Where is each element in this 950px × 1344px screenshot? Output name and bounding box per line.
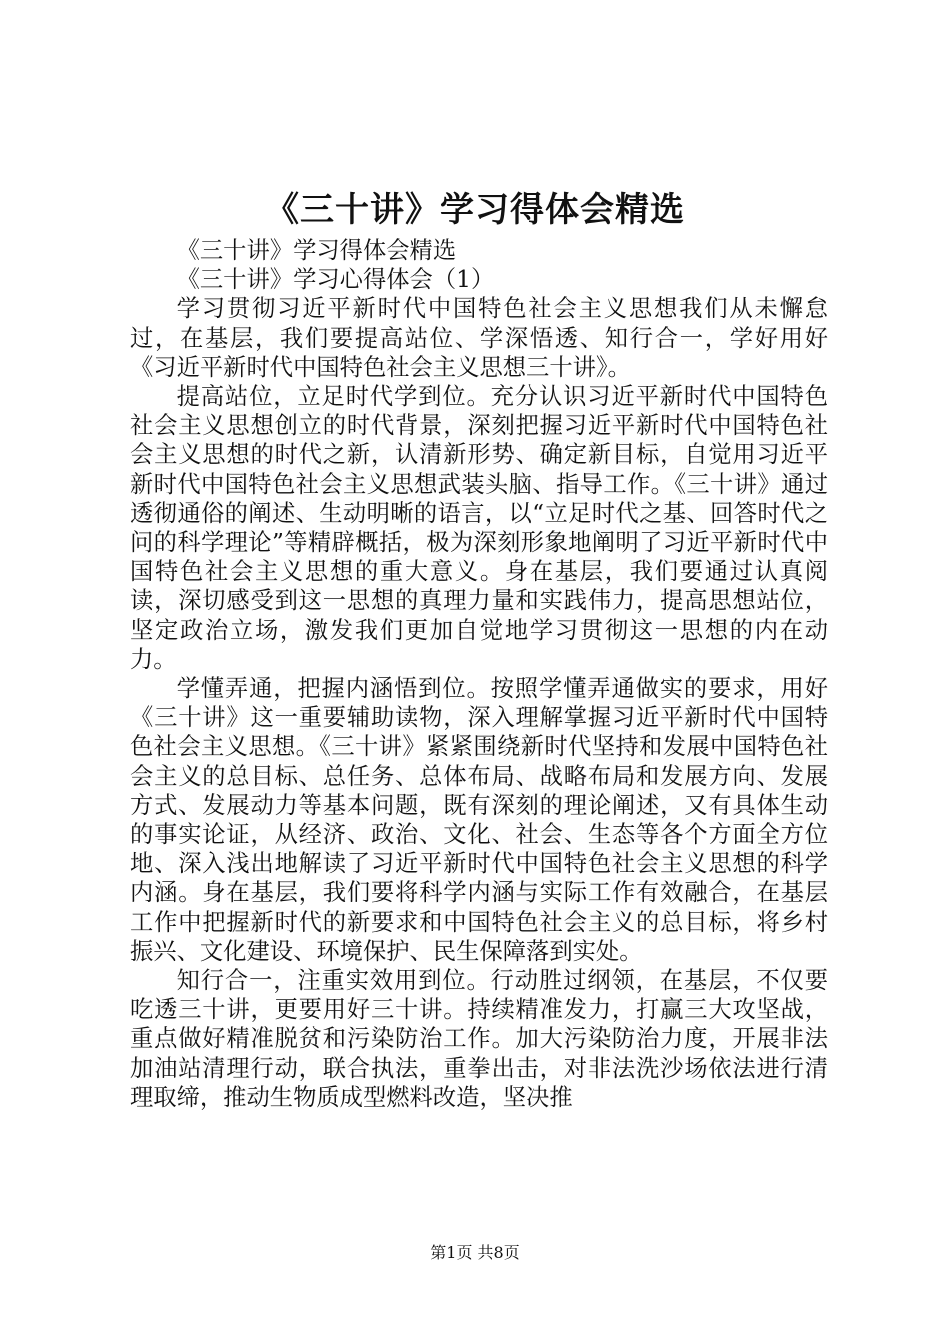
paragraph-subtitle: 《三十讲》学习得体会精选 <box>176 237 457 264</box>
paragraph-raise-standpoint: 提高站位，立足时代学到位。充分认识习近平新时代中国特色社会主义思想创立的时代背景，深刻把握习近平新时代中国特色社会主义思想的时代之新，认清新形势、确定新目标，自觉用习近平新时代中国特色社会主义思想武装头脑、指导工作。《三十讲》通过透彻通俗的阐述、生动明晰的语言，以“立足时代之基、回答时代之问的科学理论”等精辟概括，极为深刻形象地阐明了习近平新时代中国特色社会主义思想的重大意义。身在基层，我们要通过认真阅读，深切感受到这一思想的真理力量和实践伟力，提高思想站位，坚定政治立场，激发我们更加自觉地学习贯彻这一思想的内在动力。 <box>130 383 828 673</box>
paragraph-understand: 学懂弄通，把握内涵悟到位。按照学懂弄通做实的要求，用好《三十讲》这一重要辅助读物，深入理解掌握习近平新时代中国特色社会主义思想。《三十讲》紧紧围绕新时代坚持和发展中国特色社会主义的总目标、总任务、总体布局、战略布局和发展方向、发展方式、发展动力等基本问题，既有深刻的理论阐述，又有具体生动的事实论证，从经济、政治、文化、社会、生态等各个方面全方位地、深入浅出地解读了习近平新时代中国特色社会主义思想的科学内涵。身在基层，我们要将科学内涵与实际工作有效融合，在基层工作中把握新时代的新要求和中国特色社会主义的总目标，将乡村振兴、文化建设、环境保护、民生保障落到实处。 <box>130 675 828 965</box>
document-body <box>130 236 828 1112</box>
paragraph-practice: 知行合一，注重实效用到位。行动胜过纲领，在基层，不仅要吃透三十讲，更要用好三十讲。持续精准发力，打赢三大攻坚战，重点做好精准脱贫和污染防治工作。加大污染防治力度，开展非法加油站清理行动，联合执法，重拳出击，对非法洗沙场依法进行清理取缔，推动生物质成型燃料改造，坚决推 <box>130 967 828 1111</box>
document-title: 《三十讲》学习得体会精选 <box>265 190 685 230</box>
paragraph-intro: 学习贯彻习近平新时代中国特色社会主义思想我们从未懈怠过，在基层，我们要提高站位、学深悟透、知行合一，学好用好《习近平新时代中国特色社会主义思想三十讲》。 <box>130 295 828 381</box>
page-footer: 第1页 共8页 <box>430 1243 520 1262</box>
paragraph-section-heading: 《三十讲》学习心得体会（1） <box>176 266 495 294</box>
